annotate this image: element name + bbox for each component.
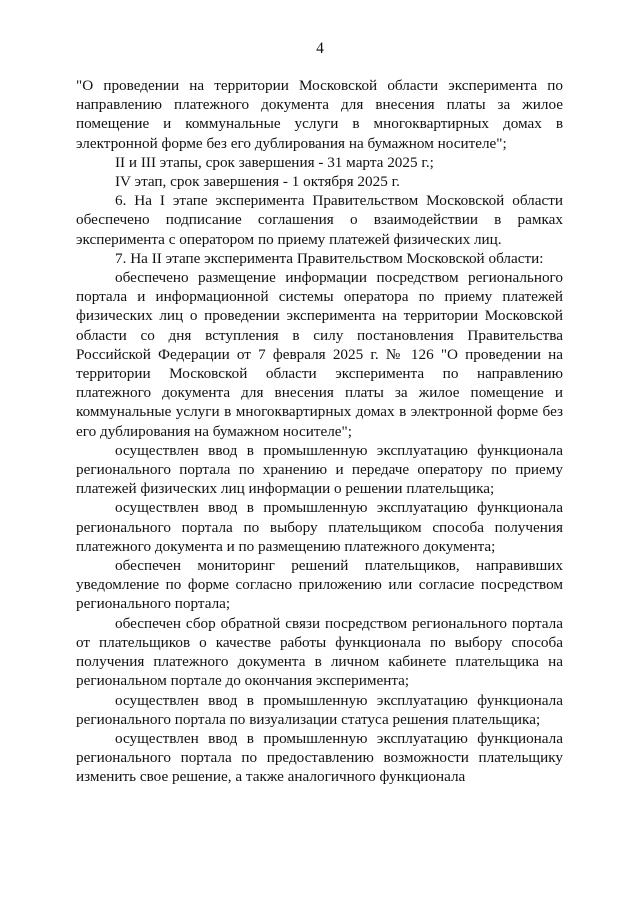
- paragraph-feedback: обеспечен сбор обратной связи посредством регионального портала от плательщиков о качестве работы функционала по выбору способа получения платежного документа в личном кабинете плательщика на региональном портале до окончания эксперимента;: [76, 614, 563, 690]
- paragraph-stages-2-3-deadline: II и III этапы, срок завершения - 31 марта 2025 г.;: [115, 153, 434, 171]
- document-body: [76, 76, 563, 787]
- paragraph-item-6: 6. На I этапе эксперимента Правительством Московской области обеспечено подписание соглашения о взаимодействии в рамках эксперимента с оператором по приему платежей физических лиц.: [76, 192, 563, 248]
- paragraph-item-7-heading: 7. На II этапе эксперимента Правительством Московской области:: [115, 249, 544, 267]
- paragraph-selection-functionality: осуществлен ввод в промышленную эксплуатацию функционала регионального портала по выбору плательщиком способа получения платежного документа и по размещению платежного документа;: [76, 499, 563, 555]
- paragraph-information-placement: обеспечено размещение информации посредством регионального портала и информационной системы оператора по приему платежей физических лиц о проведении эксперимента на территории Московской области со дня вступления в силу постановления Правительства Российской Федерации от 7 февраля 2025 г. № 126 "О проведении на территории Московской области эксперимента по направлению платежного документа для внесения платы за жилое помещение и коммунальные услуги в многоквартирных домах в электронной форме без его дублирования на бумажном носителе";: [76, 269, 563, 440]
- paragraph-decision-change: осуществлен ввод в промышленную эксплуатацию функционала регионального портала по предоставлению возможности плательщику изменить свое решение, а также аналогичного функционала: [76, 729, 563, 786]
- page-number: 4: [316, 40, 324, 57]
- paragraph-monitoring: обеспечен мониторинг решений плательщиков, направивших уведомление по форме согласно приложению или согласие посредством регионального портала;: [76, 557, 563, 613]
- paragraph-resolution-title-continuation: "О проведении на территории Московской области эксперимента по направлению платежного документа для внесения платы за жилое помещение и коммунальные услуги в многоквартирных домах в электронной форме без его дублирования на бумажном носителе";: [76, 77, 563, 152]
- paragraph-status-visualization: осуществлен ввод в промышленную эксплуатацию функционала регионального портала по визуализации статуса решения плательщика;: [76, 691, 563, 728]
- paragraph-stage-4-deadline: IV этап, срок завершения - 1 октября 2025 г.: [115, 173, 400, 191]
- paragraph-storage-functionality: осуществлен ввод в промышленную эксплуатацию функционала регионального портала по хранению и передаче оператору по приему платежей физических лиц информации о решении плательщика;: [76, 441, 563, 498]
